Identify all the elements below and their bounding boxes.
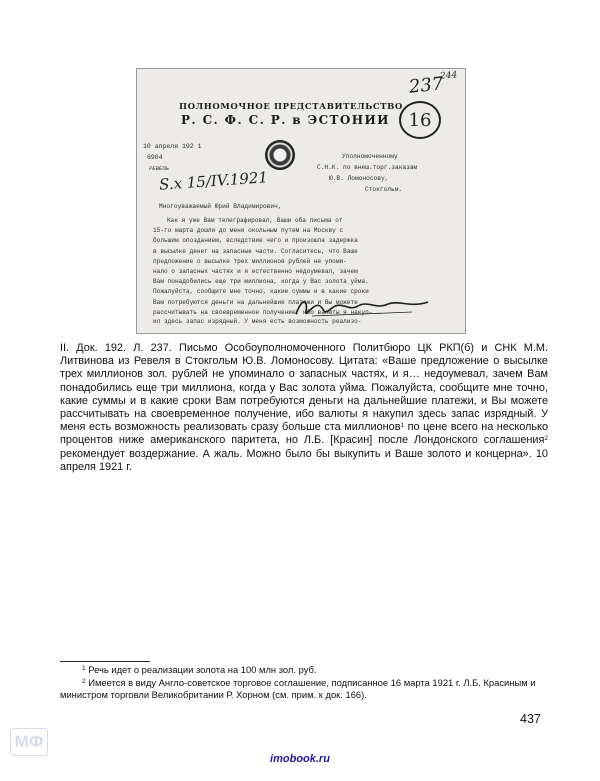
page-number: 437 [520, 712, 541, 726]
footnote-ref-1: 1 [400, 422, 405, 430]
letter-city: РЕВЕЛЬ [149, 165, 169, 172]
letter-line: Вам потребуются деньги на дальнейшие платежи и Вы можете [153, 298, 358, 306]
handwritten-circled-number: 16 [399, 101, 441, 139]
letter-line: Вам понадобились еще три миллиона, когда у Вас золота уйма. [153, 278, 369, 286]
caption-text-end: рекомендует воздержание. А жаль. Можно было бы выкупить и Ваше золото и концерна». 10 апреля 1921 г. [60, 447, 548, 473]
letterhead-line-2: Р. С. Ф. С. Р. в ЭСТОНИИ [181, 113, 390, 127]
footnote-2 [60, 677, 548, 701]
letter-line: Пожалуйста, сообщите мне точно, какие суммы и в какие сроки [153, 288, 369, 296]
letter-line: в высылке денег на запасные части. Согласитесь, что Ваше [153, 247, 358, 255]
footer-site-link[interactable]: imobook.ru [270, 753, 330, 765]
footnote-text: Имеется в виду Англо-советское торговое соглашение, подписанное 16 марта 1921 г. Л.Б. Красиным и министром торговли Великобритании Р. Хорном (см. прим. к док. 166). [60, 677, 536, 700]
scanned-letter [136, 68, 466, 334]
letter-line: большим опозданием, вследствие чего и произошла задержка [153, 237, 358, 245]
footnote-number: 1 [82, 665, 86, 672]
footnote-1 [60, 664, 548, 676]
letter-salutation: Многоуважаемый Юрий Владимирович, [159, 203, 282, 210]
handwritten-sheet-number: 237 [407, 73, 445, 98]
footnote-divider [60, 661, 150, 662]
footnote-number: 2 [82, 678, 86, 685]
footnote-text: Речь идет о реализации золота на 100 млн зол. руб. [88, 664, 317, 675]
letterhead-line-1: ПОЛНОМОЧНОЕ ПРЕДСТАВИТЕЛЬСТВО [179, 102, 403, 112]
letter-line: нало о запасных частях и я естественно недоумевал, зачем [153, 268, 358, 276]
signature [292, 294, 432, 320]
letter-line: предложение о высылке трех миллионов рублей не упоми- [153, 257, 347, 265]
letter-line: 15-го марта дошли до меня окольным путем на Москву с [153, 227, 344, 235]
document-caption [60, 342, 548, 474]
caption-text: II. Док. 192. Л. 237. Письмо Особоуполномоченного Политбюро ЦК РКП(б) и СНК М.М. Литвинова из Ревеля в Стокгольм Ю.В. Ломоносову. Цитата: «Ваше предложение о высылке трех миллионов зол. рублей не упоминало о запасных частях, и я… недоумевал, зачем Вам понадобились еще три миллиона, когда у Вас золота уйма. Пожалуйста, сообщите мне точно, какие суммы и в какие сроки Вам потребуются деньги на дальнейшие платежи, и Вы можете рассчитывать на своевременное получение, ибо валюты я накупил здесь запас изрядный. У меня есть возможность реализовать сразу больше ста миллионов [60, 342, 548, 434]
letter-number: 6904 [147, 154, 163, 161]
letter-line: ил здесь запас изрядный. У меня есть возможность реализо- [153, 318, 362, 325]
letter-date: 10 апреля 192 1 [143, 143, 202, 150]
watermark-logo-icon: МФ [10, 728, 48, 756]
addressee-line-1: Уполномоченному [342, 153, 398, 160]
emblem-seal-icon [265, 140, 295, 170]
letter-line: Как я уже Вам телеграфировал, Ваши оба письма от [167, 217, 343, 224]
handwritten-sheet-number-2: 244 [439, 70, 458, 82]
addressee-line-4: Стокгольм. [365, 186, 403, 193]
caption-text-mid: по цене всего на несколько процентов ниже американского паритета, но Л.Б. [Красин] после Лондонского соглашения [60, 421, 549, 447]
addressee-line-3: Ю.В. Ломоносову, [329, 175, 389, 182]
footnote-ref-2: 2 [544, 435, 548, 443]
addressee-line-2: С.Н.К. по внеш.торг.заказам [317, 164, 418, 171]
handwritten-resolution: S.x 15/IV.1921 [158, 168, 269, 194]
letter-line: рассчитывать на своевременное получение, ибо валюты я накуп- [153, 308, 373, 316]
